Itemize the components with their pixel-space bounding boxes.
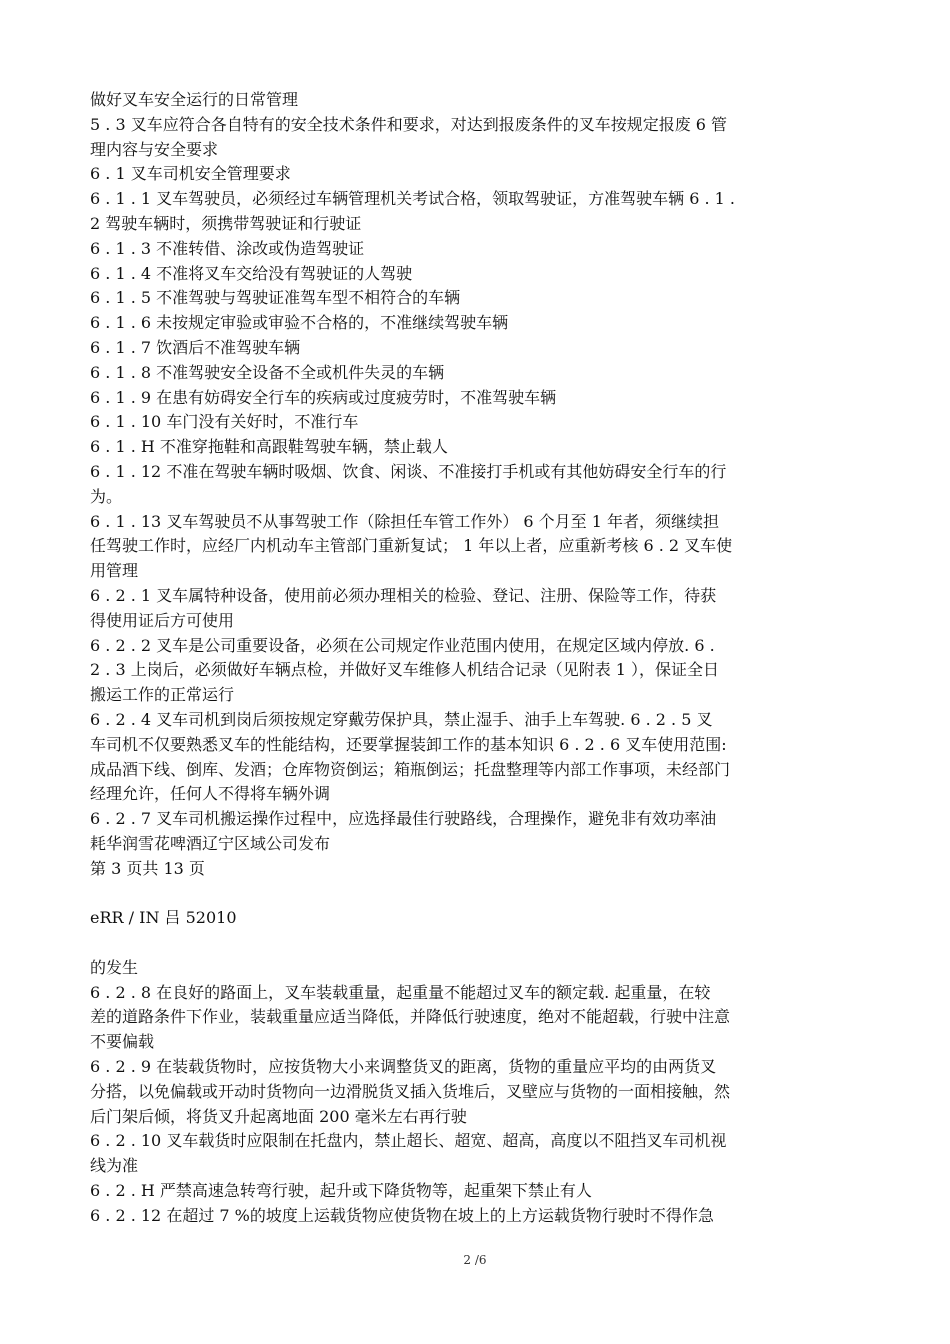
blank-line bbox=[90, 882, 865, 907]
text-line: 6 . 2 . 8 在良好的路面上，叉车装载重量，起重量不能超过叉车的额定载. 起重量，在较 bbox=[90, 982, 711, 1002]
text-line: 6 . 1 叉车司机安全管理要求 bbox=[90, 164, 291, 184]
text-line: 6 . 1 . 12 不准在驾驶车辆时吸烟、饮食、闲谈、不准接打手机或有其他妨碍安全行车的行 bbox=[90, 461, 727, 481]
text-line: 6 . 2 . 2 叉车是公司重要设备，必须在公司规定作业范围内使用，在规定区域内停放. 6 . bbox=[90, 635, 715, 655]
text-line: 6 . 2 . 4 叉车司机到岗后须按规定穿戴劳保护具，禁止湿手、油手上车驾驶. 6 . 2 . 5 叉 bbox=[90, 709, 713, 729]
text-line: 6 . 1 . 7 饮酒后不准驾驶车辆 bbox=[90, 337, 301, 357]
text-line: 6 . 2 . 12 在超过 7 %的坡度上运载货物应使货物在坡上的上方运载货物行驶时不得作急 bbox=[90, 1205, 714, 1225]
text-line: 6 . 2 . 10 叉车载货时应限制在托盘内，禁止超长、超宽、超高，高度以不阻挡叉车司机视 bbox=[90, 1131, 727, 1151]
text-line: 6 . 1 . 4 不准将叉车交给没有驾驶证的人驾驶 bbox=[90, 263, 413, 283]
section-page-one bbox=[90, 88, 865, 882]
text-line: 分搭，以免偏载或开动时货物向一边滑脱货叉插入货堆后，叉壁应与货物的一面相接触，然 bbox=[90, 1081, 731, 1101]
text-line: 6 . 1 . 8 不准驾驶安全设备不全或机件失灵的车辆 bbox=[90, 362, 445, 382]
text-line: 6 . 2 . 7 叉车司机搬运操作过程中，应选择最佳行驶路线，合理操作，避免非有效功率油 bbox=[90, 809, 717, 829]
text-line: 后门架后倾，将货叉升起离地面 200 毫米左右再行驶 bbox=[90, 1106, 467, 1126]
text-line: 6 . 1 . H 不准穿拖鞋和高跟鞋驾驶车辆，禁止载人 bbox=[90, 437, 448, 457]
text-line: 6 . 1 . 6 未按规定审验或审验不合格的，不准继续驾驶车辆 bbox=[90, 313, 509, 333]
text-line: 6 . 2 . 9 在装载货物时，应按货物大小来调整货叉的距离，货物的重量应平均的由两货叉 bbox=[90, 1057, 717, 1077]
page-indicator: 2 /6 bbox=[463, 1253, 487, 1267]
text-line: 线为准 bbox=[90, 1156, 139, 1176]
text-line: 为。 bbox=[90, 486, 123, 506]
text-line: 得使用证后方可使用 bbox=[90, 610, 235, 630]
text-line: 差的道路条件下作业，装载重量应适当降低，并降低行驶速度，绝对不能超载，行驶中注意 bbox=[90, 1007, 731, 1027]
text-line: 理内容与安全要求 bbox=[90, 139, 219, 159]
text-line: 2 . 3 上岗后，必须做好车辆点检，并做好叉车维修人机结合记录（见附表 1 ），保证全日 bbox=[90, 660, 720, 680]
text-line: 6 . 1 . 10 车门没有关好时，不准行车 bbox=[90, 412, 359, 432]
section-page-two bbox=[90, 956, 865, 1229]
text-line: 6 . 2 . H 严禁高速急转弯行驶，起升或下降货物等，起重架下禁止有人 bbox=[90, 1181, 592, 1201]
text-line: 不要偏载 bbox=[90, 1032, 155, 1052]
text-line: 6 . 1 . 3 不准转借、涂改或伪造驾驶证 bbox=[90, 238, 365, 258]
text-line: 6 . 1 . 13 叉车驾驶员不从事驾驶工作（除担任车管工作外） 6 个月至 1 年者，须继续担 bbox=[90, 511, 720, 531]
text-line: 6 . 1 . 5 不准驾驶与驾驶证准驾车型不相符合的车辆 bbox=[90, 288, 461, 308]
text-line: 用管理 bbox=[90, 561, 139, 581]
text-line: 2 驾驶车辆时，须携带驾驶证和行驶证 bbox=[90, 213, 362, 233]
text-line: 5 . 3 叉车应符合各自特有的安全技术条件和要求，对达到报废条件的叉车按规定报废 6 管 bbox=[90, 114, 728, 134]
text-line: 任驾驶工作时，应经厂内机动车主管部门重新复试； 1 年以上者，应重新考核 6 . 2 叉车使 bbox=[90, 536, 733, 556]
text-line: 的发生 bbox=[90, 957, 139, 977]
document-page bbox=[90, 88, 865, 1229]
document-code: eRR / IN 吕 52010 bbox=[90, 908, 237, 928]
text-line: 第 3 页共 13 页 bbox=[90, 858, 205, 878]
text-line: 6 . 2 . 1 叉车属特种设备，使用前必须办理相关的检验、登记、注册、保险等工作，待获 bbox=[90, 585, 717, 605]
text-line: 成品酒下线、倒库、发酒；仓库物资倒运；箱瓶倒运；托盘整理等内部工作事项，未经部门 bbox=[90, 759, 731, 779]
text-line: 搬运工作的正常运行 bbox=[90, 685, 235, 705]
blank-line bbox=[90, 931, 865, 956]
text-line: 做好叉车安全运行的日常管理 bbox=[90, 90, 299, 109]
text-line: 耗华润雪花啤酒辽宁区域公司发布 bbox=[90, 833, 331, 853]
text-line: 6 . 1 . 1 叉车驾驶员，必须经过车辆管理机关考试合格，领取驾驶证，方准驾驶车辆 6 . 1 . bbox=[90, 189, 736, 209]
text-line: 经理允许，任何人不得将车辆外调 bbox=[90, 784, 331, 804]
text-line: 6 . 1 . 9 在患有妨碍安全行车的疾病或过度疲劳时，不准驾驶车辆 bbox=[90, 387, 557, 407]
text-line: 车司机不仅要熟悉叉车的性能结构，还要掌握装卸工作的基本知识 6 . 2 . 6 叉车使用范围: bbox=[90, 734, 727, 754]
